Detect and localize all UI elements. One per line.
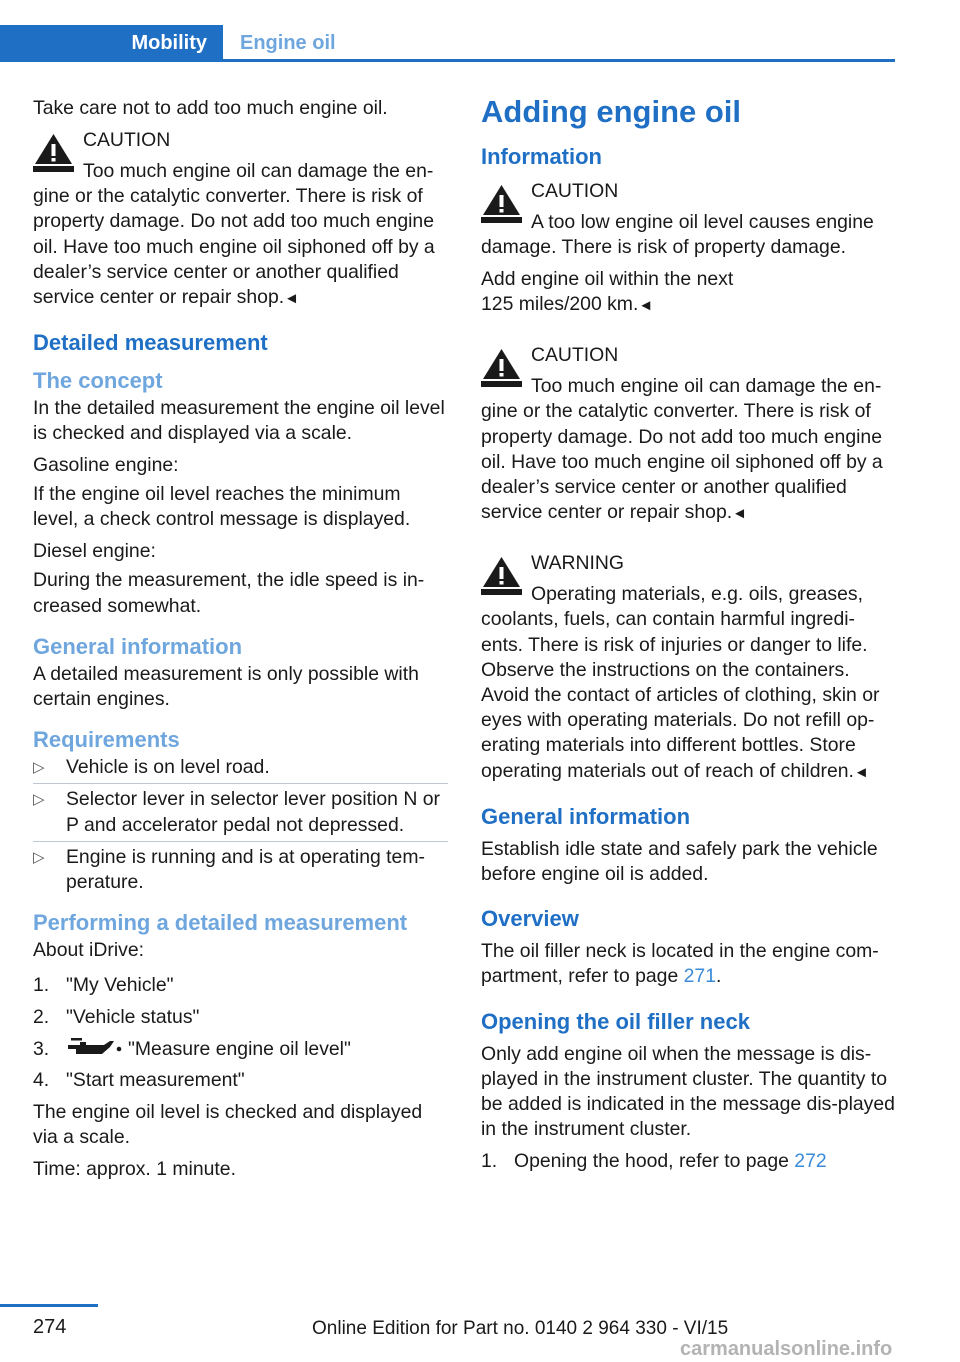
caution-notice: [481, 343, 896, 526]
diesel-label: Diesel engine:: [33, 540, 156, 563]
car-oil-icon: [66, 1037, 122, 1059]
end-mark: ◄: [284, 289, 299, 307]
warning-triangle-icon: [481, 555, 522, 595]
diesel-text: During the measurement, the idle speed is in‐creased somewhat.: [33, 569, 425, 617]
result-text: The engine oil level is checked and displayed via a scale.: [33, 1101, 423, 1149]
end-mark: ◄: [732, 505, 747, 523]
page-title: Adding engine oil: [481, 94, 742, 129]
caution-title: CAUTION: [531, 180, 619, 202]
opening-text: Only add engine oil when the message is dis‐played in the instrument cluster. The quantity to be added is indicated in the message dis‐played in the instrument cluster.: [481, 1042, 895, 1141]
gasoline-text: If the engine oil level reaches the minimum level, a check control message is displayed.: [33, 483, 411, 531]
caution-notice: [33, 128, 448, 311]
warning-triangle-icon: [481, 183, 522, 223]
time-text: Time: approx. 1 minute.: [33, 1158, 236, 1181]
heading-requirements: Requirements: [33, 727, 180, 753]
caution-text: A too low engine oil level causes engine damage. There is risk of property damage.: [481, 211, 874, 259]
warning-triangle-icon: [33, 132, 74, 172]
heading-opening-oil-filler-neck: Opening the oil filler neck: [481, 1008, 750, 1034]
opening-steps-list: [481, 1149, 896, 1174]
page-link-272[interactable]: 272: [794, 1149, 827, 1172]
caution-text: Too much engine oil can damage the en‐gine or the catalytic converter. There is risk of property damage. Do not add too much engine oil. Have too much engine oil siphoned off by a dealer’s service center or another qualified service center or repair shop.: [33, 159, 435, 308]
page-number: 274: [33, 1316, 67, 1338]
about-idrive: About iDrive:: [33, 939, 145, 962]
warning-triangle-icon: [481, 347, 522, 387]
warning-notice: [481, 551, 896, 785]
page-header: [0, 0, 895, 62]
general-text: A detailed measurement is only possible with certain engines.: [33, 662, 419, 710]
heading-the-concept: The concept: [33, 368, 163, 394]
overview-text: The oil filler neck is located in the engine com‐partment, refer to page 271.: [481, 940, 879, 988]
triangle-bullet-icon: ▷: [33, 848, 45, 866]
warning-title: WARNING: [531, 551, 624, 574]
warning-text: Operating materials, e.g. oils, greases, coolants, fuels, can contain harmful ingredi‐ents. There is risk of injuries or danger to life. Observe the instructions on the containers. Avoid the contact of articles of clothing, skin or eyes with operating materials. Do not refill op‐erating materials into different bottles. Store operating materials out of reach of children.: [481, 583, 880, 782]
add-within-text: Add engine oil within the next 125 miles/200 km.◄: [481, 268, 734, 316]
triangle-bullet-icon: ▷: [33, 759, 45, 777]
heading-information: Information: [481, 144, 602, 169]
gasoline-label: Gasoline engine:: [33, 454, 179, 477]
steps-list: [33, 973, 448, 1093]
list-item: ▷ Vehicle is on level road.: [33, 755, 448, 780]
page-link-271[interactable]: 271: [683, 965, 716, 988]
list-item: 4. "Start measurement": [33, 1069, 245, 1092]
end-mark: ◄: [638, 297, 654, 315]
right-column: [481, 96, 896, 1181]
list-item: 3. "Measure engine oil level": [33, 1037, 351, 1060]
list-item: 1. "My Vehicle": [33, 974, 174, 997]
section-tab-engine-oil: Engine oil: [240, 32, 336, 54]
end-mark: ◄: [853, 763, 869, 781]
caution-notice: [481, 179, 896, 261]
requirements-list: [33, 755, 448, 895]
caution-title: CAUTION: [83, 128, 171, 151]
section-tab-mobility: Mobility: [0, 25, 223, 62]
intro-text: Take care not to add too much engine oil.: [33, 97, 388, 119]
list-item: ▷ Selector lever in selector lever position N or P and accelerator pedal not depressed.: [33, 787, 448, 837]
heading-detailed-measurement: Detailed measurement: [33, 330, 268, 356]
left-column: [33, 96, 448, 1189]
heading-overview: Overview: [481, 906, 579, 932]
edition-text: Online Edition for Part no. 0140 2 964 330 - VI/15: [312, 1318, 729, 1339]
heading-general-information: General information: [481, 803, 691, 829]
list-item: ▷ Engine is running and is at operating tem‐perature.: [33, 845, 425, 893]
heading-performing-measurement: Performing a detailed measurement: [33, 910, 408, 936]
caution-text: Too much engine oil can damage the en‐gine or the catalytic converter. There is risk of property damage. Do not add too much engine oil. Have too much engine oil siphoned off by a dealer’s service center or another qualified service center or repair shop.: [481, 375, 883, 524]
caution-title: CAUTION: [531, 344, 619, 367]
concept-text: In the detailed measurement the engine oil level is checked and displayed via a scale.: [33, 397, 445, 445]
footer-divider: [0, 1304, 98, 1307]
triangle-bullet-icon: ▷: [33, 791, 45, 809]
watermark: carmanualsonline.info: [680, 1338, 893, 1360]
list-item: 1. Opening the hood, refer to page 272: [481, 1149, 827, 1172]
header-divider: [223, 59, 895, 62]
general-text: Establish idle state and safely park the vehicle before engine oil is added.: [481, 837, 878, 885]
list-item: 2. "Vehicle status": [33, 1006, 200, 1029]
heading-general-information: General information: [33, 633, 243, 659]
